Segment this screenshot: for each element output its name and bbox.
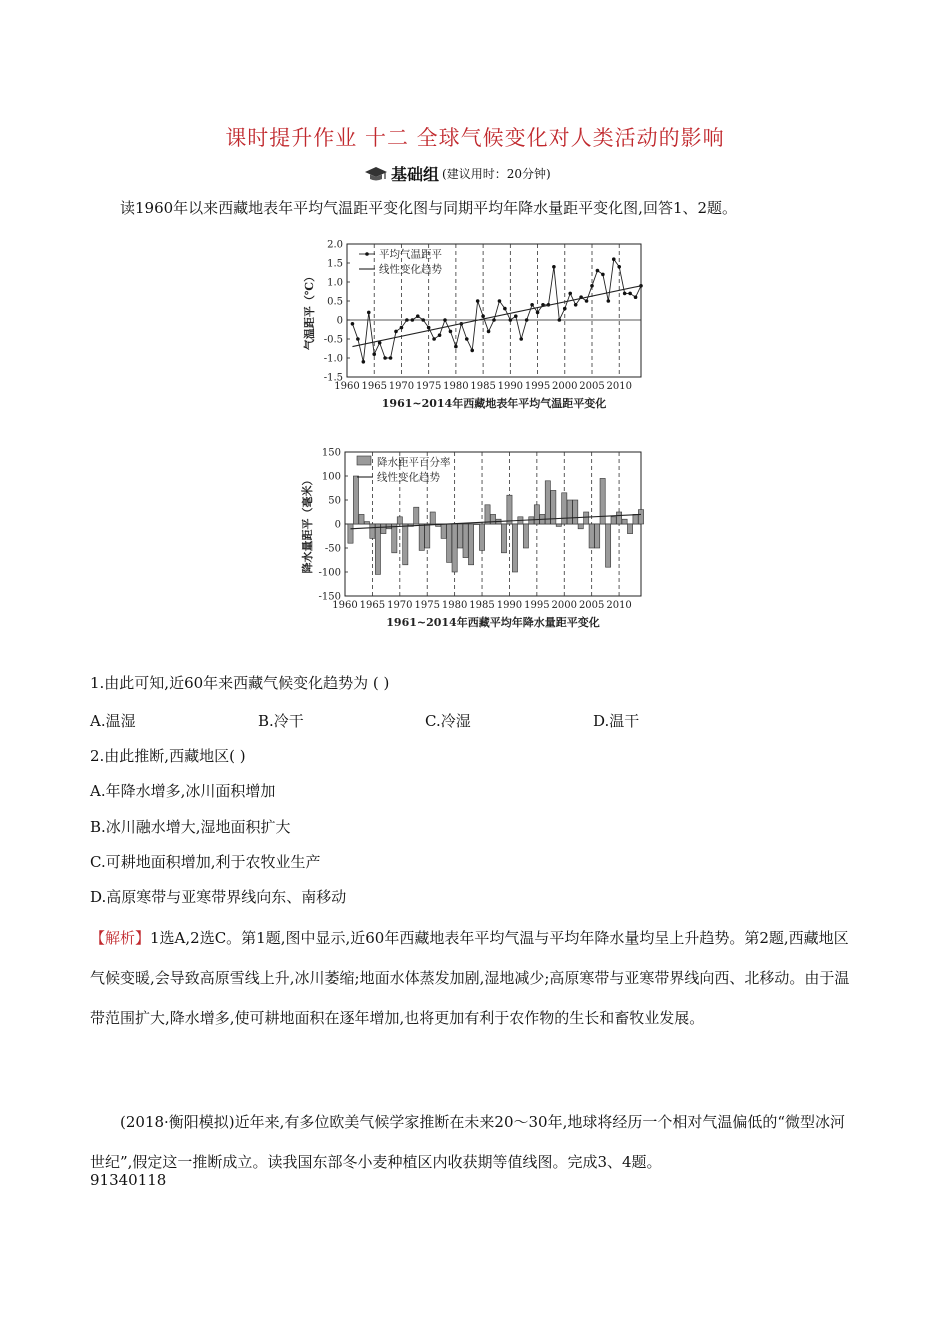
precip-bar — [419, 524, 424, 550]
precip-bar — [468, 524, 473, 565]
y-axis-label: 降水量距平（毫米） — [301, 474, 314, 574]
temp-point — [536, 311, 540, 315]
x-tick-label: 1965 — [359, 600, 386, 611]
y-tick-label: 0.5 — [327, 296, 343, 308]
temp-point — [421, 318, 425, 322]
temp-point — [487, 330, 491, 334]
precip-bar — [397, 517, 402, 524]
temp-point — [383, 356, 387, 360]
q1-option-b: B.冷干 — [258, 712, 304, 730]
precip-bar — [463, 524, 468, 558]
q1-option-d: D.温干 — [593, 712, 640, 730]
legend-swatch-bar — [357, 456, 371, 465]
precip-bar — [441, 524, 446, 538]
temp-point — [362, 360, 366, 364]
section-time: (建议用时：20分钟) — [442, 167, 551, 181]
precip-bar — [430, 512, 435, 524]
precip-bar — [501, 524, 506, 553]
temp-point — [628, 292, 632, 296]
precip-bar — [452, 524, 457, 572]
y-tick-label: -50 — [324, 543, 341, 555]
precip-bar — [556, 524, 561, 526]
x-tick-label: 2000 — [552, 381, 578, 392]
precipitation-chart — [295, 444, 655, 634]
x-tick-label: 1985 — [469, 600, 495, 611]
precip-bar — [562, 493, 567, 524]
temp-point — [465, 337, 469, 341]
y-tick-label: -0.5 — [323, 334, 343, 346]
temperature-chart — [295, 236, 655, 420]
temp-point — [443, 318, 447, 322]
precip-bar — [370, 524, 375, 538]
precip-bar — [353, 476, 358, 524]
precip-bar — [578, 524, 583, 529]
x-tick-label: 2005 — [579, 381, 605, 392]
precip-bar — [584, 512, 589, 524]
x-tick-label: 1975 — [414, 600, 440, 611]
temp-point — [416, 314, 420, 318]
q2-option-c: C.可耕地面积增加,利于农牧业生产 — [90, 853, 321, 871]
temp-point — [503, 307, 507, 311]
analysis — [90, 918, 860, 1038]
q2-option-a: A.年降水增多,冰川面积增加 — [90, 782, 276, 800]
chart-title: 1961~2014年西藏平均年降水量距平变化 — [386, 616, 600, 629]
legend-label: 降水距平百分率 — [377, 456, 451, 469]
temp-point — [438, 333, 442, 337]
x-tick-label: 2000 — [551, 600, 577, 611]
temp-point — [367, 311, 371, 315]
temp-point — [405, 318, 409, 322]
temp-point — [525, 318, 529, 322]
temp-point — [427, 326, 431, 330]
x-tick-label: 2010 — [606, 381, 632, 392]
temp-point — [449, 330, 453, 334]
precip-bar — [600, 478, 605, 524]
temp-point — [481, 314, 485, 318]
legend-swatch-point — [365, 252, 369, 256]
precip-bar — [381, 524, 386, 534]
temp-point — [394, 330, 398, 334]
precip-bar — [627, 524, 632, 534]
document-code: 91340118 — [90, 1171, 167, 1189]
x-tick-label: 1990 — [497, 381, 524, 392]
precip-bar — [606, 524, 611, 567]
temp-point — [607, 299, 611, 303]
precip-bar — [403, 524, 408, 565]
q1-stem: 1.由此可知,近60年来西藏气候变化趋势为 ( ) — [90, 674, 390, 692]
precip-bar — [479, 524, 484, 550]
temp-point — [574, 303, 578, 307]
precip-bar — [567, 500, 572, 524]
x-tick-label: 1980 — [443, 381, 469, 392]
temp-point — [400, 326, 404, 330]
q1-option-a: A.温湿 — [90, 712, 136, 730]
legend-label: 平均气温距平 — [379, 248, 442, 261]
analysis-text: 1选A,2选C。第1题,图中显示,近60年西藏地表年平均气温与平均年降水量均呈上升趋势。第2题,西藏地区气候变暖,会导致高原雪线上升,冰川萎缩;地面水体蒸发加剧,湿地减少;高原寒带与亚寒带界线向西、北移动。由于温带范围扩大,降水增多,使可耕地面积在逐年增加,也将更加有利于农作物的生长和畜牧业发展。 — [90, 929, 850, 1027]
precip-bar — [638, 510, 643, 524]
precip-bar — [523, 524, 528, 548]
x-tick-label: 1960 — [332, 600, 358, 611]
x-tick-label: 1995 — [524, 600, 550, 611]
temp-point — [492, 318, 496, 322]
y-tick-label: -150 — [318, 591, 341, 603]
temp-point — [356, 337, 360, 341]
temp-point — [601, 273, 605, 277]
precip-bar — [512, 524, 517, 572]
x-tick-label: 1985 — [470, 381, 496, 392]
temp-point — [470, 349, 474, 353]
precip-bar — [485, 505, 490, 524]
precip-bar — [589, 524, 594, 548]
y-tick-label: 50 — [328, 495, 341, 507]
temp-point — [389, 356, 393, 360]
temp-point — [514, 314, 518, 318]
temp-point — [552, 265, 556, 269]
temp-point — [558, 318, 562, 322]
temp-point — [590, 284, 594, 288]
temp-point — [351, 322, 355, 326]
x-tick-label: 2010 — [606, 600, 632, 611]
section-label: 基础组 — [391, 165, 440, 184]
y-tick-label: 100 — [321, 471, 341, 483]
legend-label: 线性变化趋势 — [379, 263, 442, 276]
trend-line — [352, 286, 641, 347]
temp-point — [519, 337, 523, 341]
x-tick-label: 2005 — [578, 600, 605, 611]
precip-bar — [458, 524, 463, 548]
precip-bar — [490, 514, 495, 524]
x-tick-label: 1990 — [496, 600, 523, 611]
y-tick-label: 150 — [321, 447, 341, 459]
y-tick-label: -1.5 — [323, 372, 343, 384]
precip-bar — [414, 507, 419, 524]
question-intro-3-4: (2018·衡阳模拟)近年来,有多位欧美气候学家推断在未来20～30年,地球将经历一个相对气温偏低的“微型冰河世纪”,假定这一推断成立。读我国东部冬小麦种植区内收获期等值线图。完成3、4题。 — [90, 1113, 846, 1171]
temp-point — [563, 307, 567, 311]
temp-point — [498, 299, 502, 303]
precip-bar — [507, 495, 512, 524]
temp-point — [411, 318, 415, 322]
section-badge — [364, 162, 551, 185]
precip-bar — [622, 519, 627, 524]
temp-point — [432, 337, 436, 341]
temp-point — [372, 352, 376, 356]
precip-bar — [474, 524, 479, 525]
q2-stem: 2.由此推断,西藏地区( ) — [90, 747, 246, 765]
temp-point — [568, 292, 572, 296]
graduation-cap-icon — [364, 166, 388, 182]
precip-bar — [573, 500, 578, 524]
x-tick-label: 1970 — [388, 381, 415, 392]
x-tick-label: 1980 — [441, 600, 468, 611]
x-tick-label: 1995 — [524, 381, 551, 392]
precip-bar — [447, 524, 452, 562]
q1-option-c: C.冷湿 — [425, 712, 471, 730]
temp-point — [617, 265, 621, 269]
precip-bar — [595, 524, 600, 548]
precip-bar — [633, 514, 638, 524]
x-tick-label: 1970 — [387, 600, 413, 611]
precip-bar — [611, 517, 616, 524]
q2-option-b: B.冰川融水增大,湿地面积扩大 — [90, 818, 291, 836]
y-tick-label: 1.0 — [327, 277, 343, 289]
precip-bar — [375, 524, 380, 574]
analysis-tag: 【解析】 — [90, 929, 151, 947]
precip-bar — [545, 481, 550, 524]
legend-label: 线性变化趋势 — [377, 471, 440, 484]
precip-bar — [392, 524, 397, 553]
temp-point — [623, 292, 627, 296]
q2-option-d: D.高原寒带与亚寒带界线向东、南移动 — [90, 888, 347, 906]
x-tick-label: 1975 — [415, 381, 442, 392]
temp-point — [585, 299, 589, 303]
y-tick-label: 1.5 — [327, 258, 343, 270]
precip-bar — [364, 522, 369, 524]
y-tick-label: 0 — [336, 315, 343, 327]
precip-bar — [348, 524, 353, 543]
precip-bar — [425, 524, 430, 548]
y-tick-label: -100 — [318, 567, 341, 579]
page-title: 课时提升作业 十二 全球气候变化对人类活动的影响 — [225, 126, 725, 150]
temp-point — [530, 303, 534, 307]
y-tick-label: 2.0 — [327, 239, 343, 251]
temp-point — [612, 257, 616, 261]
x-tick-label: 1965 — [361, 381, 387, 392]
y-tick-label: 0 — [334, 519, 341, 531]
x-tick-label: 1960 — [334, 381, 360, 392]
temp-point — [509, 318, 513, 322]
temp-point — [596, 269, 600, 273]
temp-point — [634, 295, 638, 299]
temp-point — [454, 345, 458, 349]
precip-bar — [616, 512, 621, 524]
intro-text: 读1960年以来西藏地表年平均气温距平变化图与同期平均年降水量距平变化图,回答1、2题。 — [120, 199, 738, 217]
chart-title: 1961~2014年西藏地表年平均气温距平变化 — [381, 397, 607, 410]
y-axis-label: 气温距平（℃） — [303, 270, 316, 351]
precip-bar — [534, 505, 539, 524]
precip-bar — [359, 514, 364, 524]
y-tick-label: -1.0 — [323, 353, 343, 365]
temp-point — [476, 299, 480, 303]
